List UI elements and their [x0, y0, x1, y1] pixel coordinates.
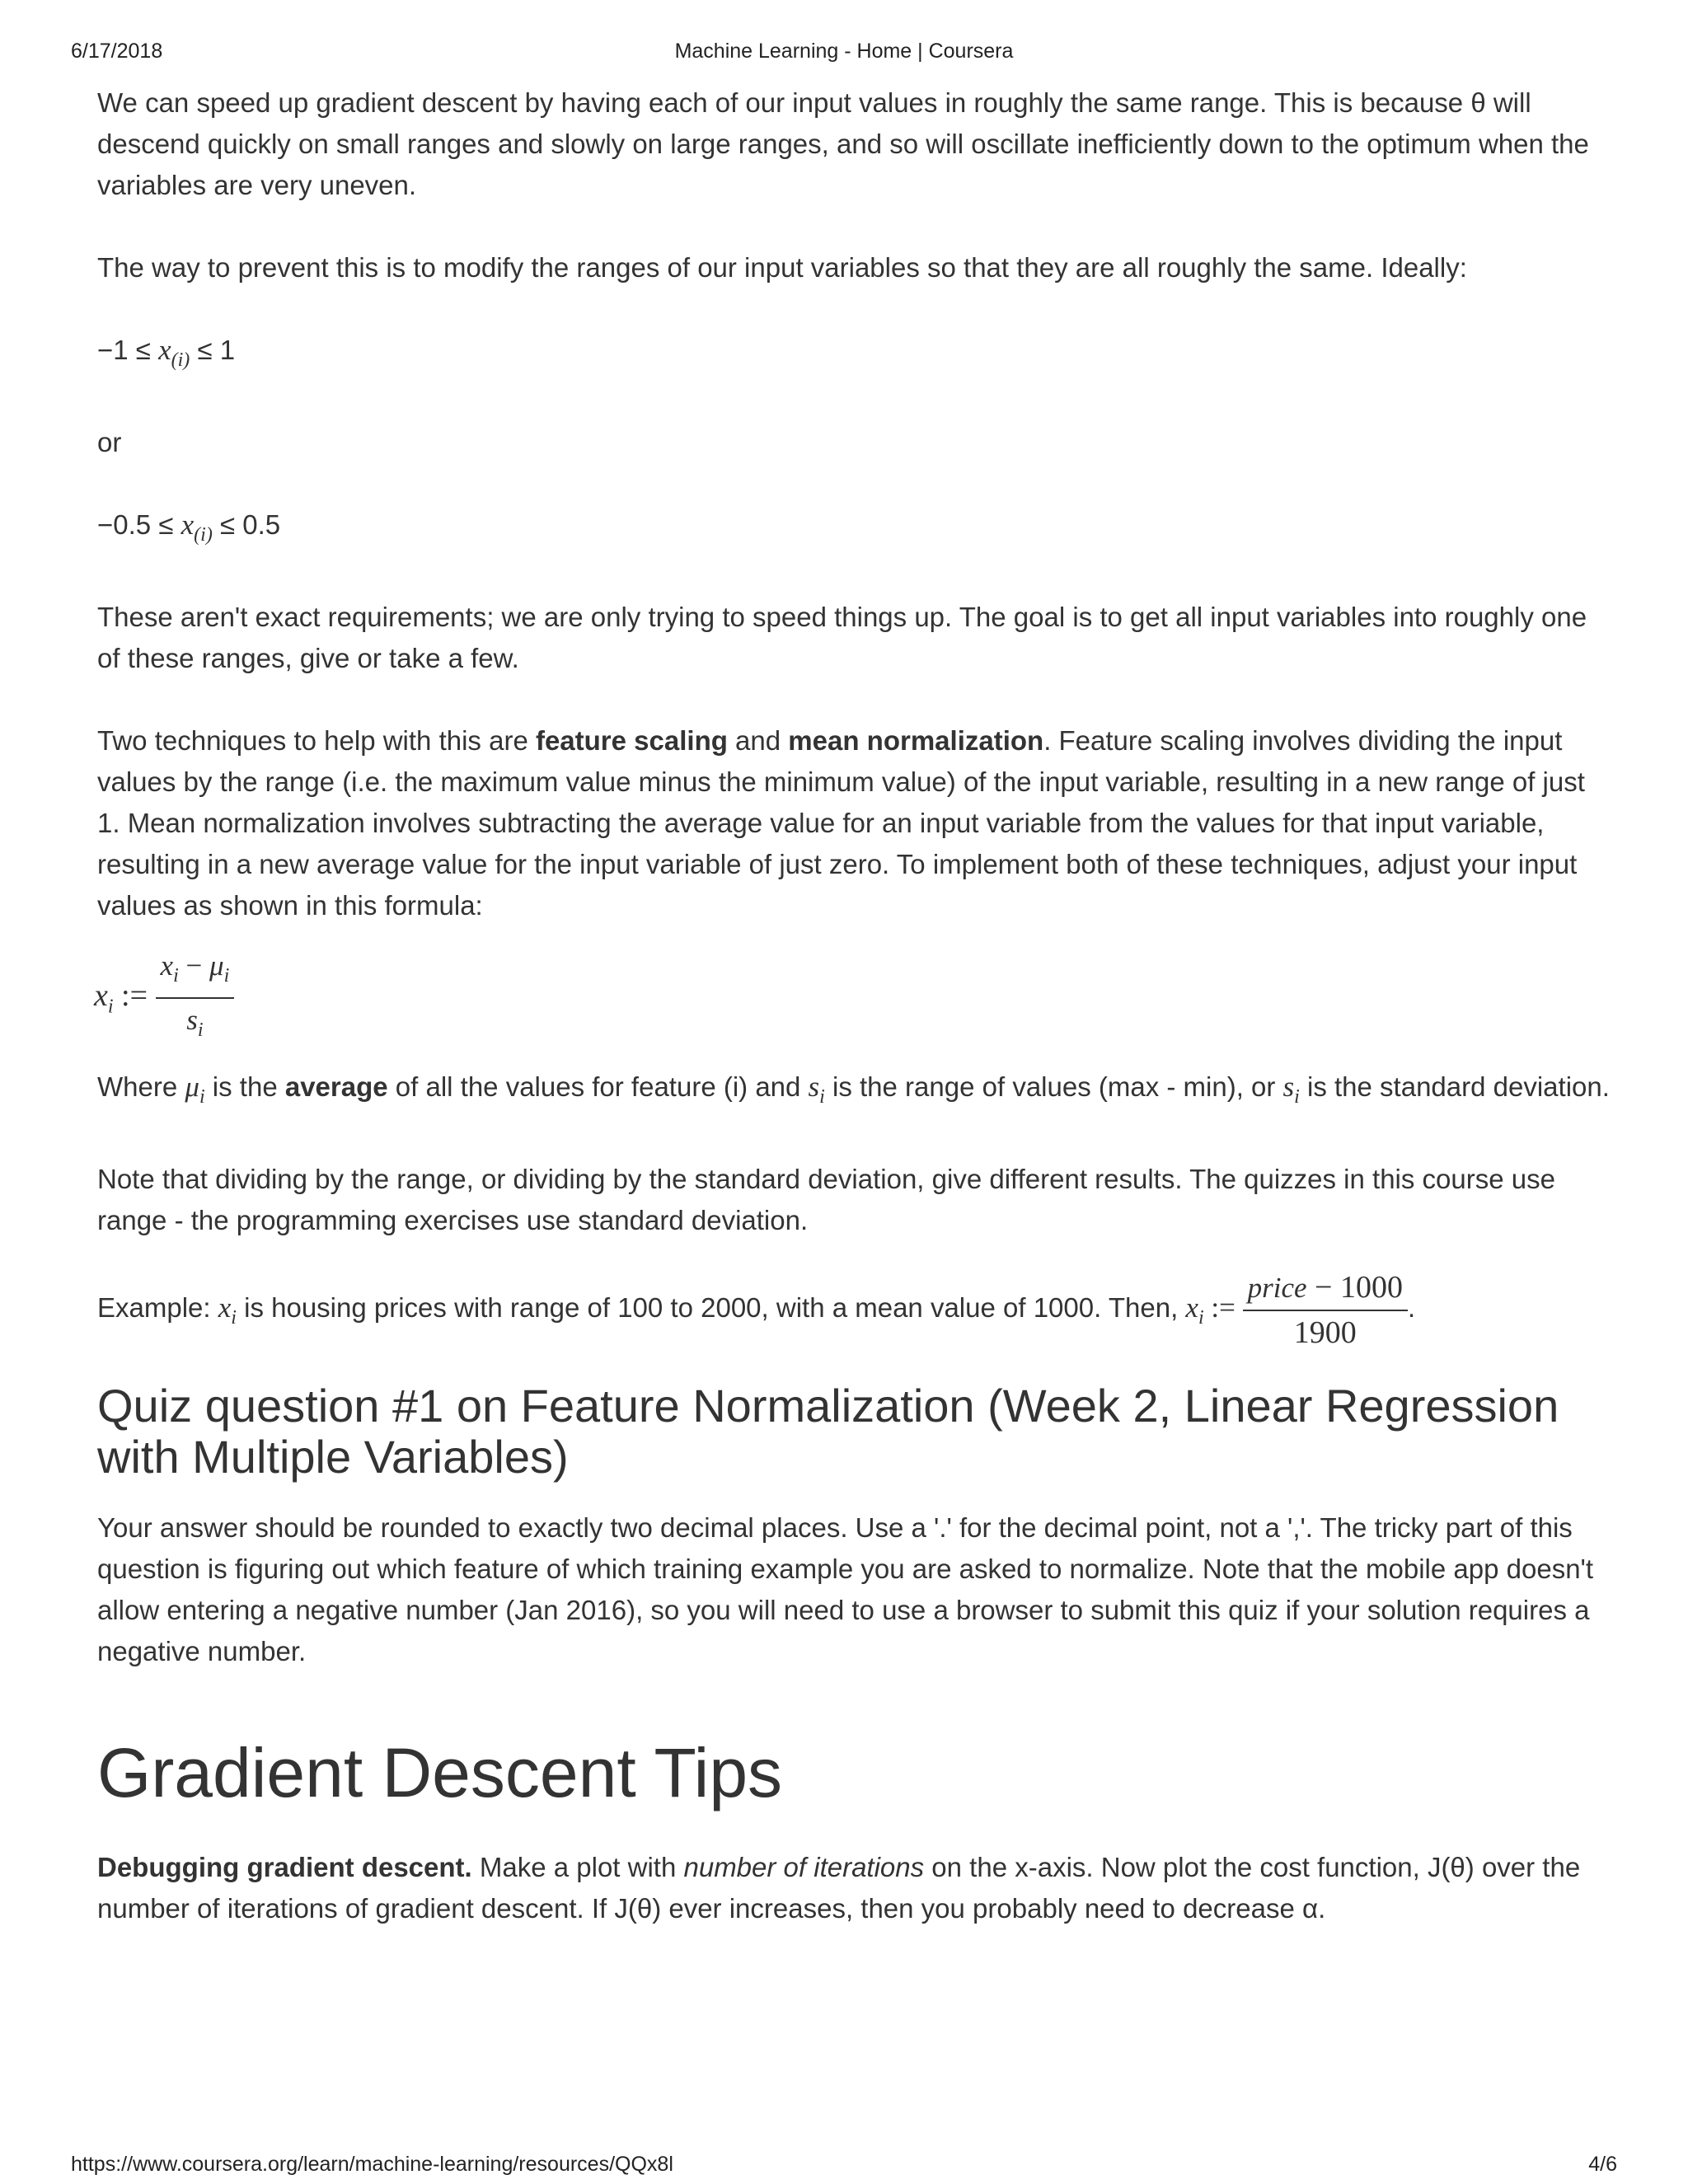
- techniques-paragraph: Two techniques to help with this are feature scaling and mean normalization. Feature scaling involves dividing the input values by the range (i.e. the maximum value minus the minimum value) of the input variable, resulting in a new range of just 1. Mean normalization involves subtracting the average value for an input variable from the values for that input variable, resulting in a new average value for the input variable of just zero. To implement both of these techniques, adjust your input values as shown in this formula:: [97, 725, 1585, 921]
- mu-symbol: $\mu_i$: [185, 1071, 205, 1108]
- formula-lhs: $x_i$ :=: [94, 978, 156, 1018]
- example-x-assign: $x_i$ :=: [1185, 1291, 1243, 1329]
- where-paragraph: Where $\mu_i$ is the average of all the values for feature (i) and $s_i$ is the range of values (max - min), or $s_i$ is the standard deviation.: [97, 1071, 1610, 1108]
- example-numerator: price − 1000: [1243, 1269, 1408, 1311]
- formula-denominator: $s_i$: [186, 1004, 204, 1041]
- example-denominator: 1900: [1293, 1315, 1357, 1350]
- normalization-formula: [94, 948, 1614, 1048]
- s-symbol: $s_i$: [808, 1071, 825, 1108]
- intro-paragraph: We can speed up gradient descent by having each of our input values in roughly the same range. This is because θ will descend quickly on small ranges and slowly on large ranges, and so will oscillate inefficiently down to the optimum when the variables are very uneven.: [97, 87, 1589, 200]
- iterations-term: number of iterations: [683, 1852, 925, 1882]
- range-one-left: −1 ≤: [97, 335, 159, 365]
- example-paragraph: Example: $x_i$ is housing prices with range of 100 to 2000, with a mean value of 1000. Then, $x_i$ := $\frac{\text{price − 1000}}{1900}$ .: [97, 1270, 1416, 1350]
- note-paragraph: Note that dividing by the range, or dividing by the standard deviation, give different results. The quizzes in this course use range - the programming exercises use standard deviation.: [97, 1164, 1555, 1235]
- prevent-paragraph: The way to prevent this is to modify the ranges of our input variables so that they are all roughly the same. Ideally:: [97, 252, 1467, 283]
- range-two-right: ≤ 0.5: [212, 509, 281, 540]
- debugging-paragraph: Debugging gradient descent. Make a plot with number of iterations on the x-axis. Now plot the cost function, J(θ) over the number of iterations of gradient descent. If J(θ) ever increases, then you probably need to decrease α.: [97, 1852, 1581, 1924]
- range-two-left: −0.5 ≤: [97, 509, 181, 540]
- range-one-right: ≤ 1: [190, 335, 236, 365]
- range-two-var: $x_{(i)}$: [181, 509, 213, 546]
- print-url: https://www.coursera.org/learn/machine-learning/resources/QQx8l: [71, 2153, 673, 2176]
- feature-scaling-term: feature scaling: [535, 725, 728, 756]
- s-symbol-2: $s_i$: [1282, 1071, 1300, 1108]
- quiz-heading: Quiz question #1 on Feature Normalization (Week 2, Linear Regression with Multiple Variables): [97, 1380, 1559, 1483]
- quiz-body: Your answer should be rounded to exactly two decimal places. Use a '.' for the decimal point, not a ','. The tricky part of this question is figuring out which feature of which training example you are asked to normalize. Note that the mobile app doesn't allow entering a negative number (Jan 2016), so you will need to use a browser to submit this quiz if your solution requires a negative number.: [97, 1512, 1594, 1666]
- tips-heading: Gradient Descent Tips: [97, 1734, 783, 1811]
- range-two: [97, 504, 1614, 555]
- average-term: average: [284, 1071, 388, 1102]
- requirements-paragraph: These aren't exact requirements; we are only trying to speed things up. The goal is to get all input variables into roughly one of these ranges, give or take a few.: [97, 602, 1587, 673]
- print-date: 6/17/2018: [71, 40, 163, 63]
- formula-fraction: [156, 948, 235, 1048]
- print-footer: [71, 2153, 1617, 2182]
- example-fraction: [1243, 1269, 1408, 1351]
- article-content: [94, 82, 1614, 1929]
- example-x: $x_i$: [218, 1291, 237, 1329]
- range-one-var: $x_{(i)}$: [158, 334, 190, 371]
- print-title: Machine Learning - Home | Coursera: [674, 40, 1014, 63]
- formula-numerator: $x_i - \mu_i$: [156, 948, 235, 999]
- print-header: [71, 40, 1617, 69]
- range-one: [97, 330, 1614, 381]
- page-number: 4/6: [1588, 2153, 1617, 2176]
- or-text: or: [97, 427, 122, 457]
- mean-normalization-term: mean normalization: [788, 725, 1044, 756]
- debugging-term: Debugging gradient descent.: [97, 1852, 472, 1882]
